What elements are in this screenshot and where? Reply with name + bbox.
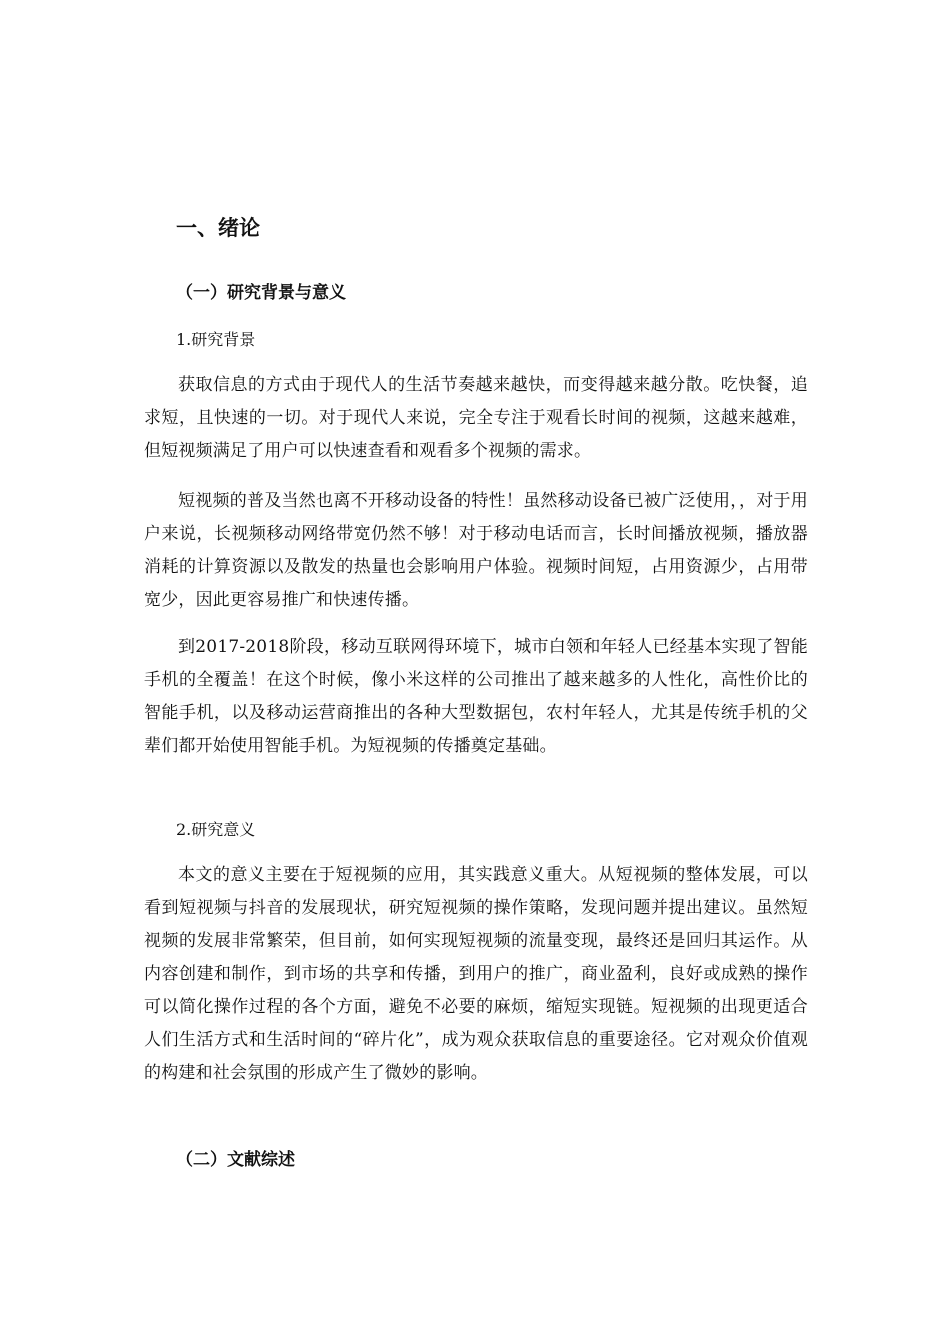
paragraph: 到2017-2018阶段，移动互联网得环境下，城市白领和年轻人已经基本实现了智能手机的全覆盖！在这个时候，像小米这样的公司推出了越来越多的人性化，高性价比的智能手机，以及移动运营商推出的各种大型数据包，农村年轻人，尤其是传统手机的父辈们都开始使用智能手机。为短视频的传播奠定基础。 bbox=[144, 637, 808, 756]
section-heading-2: （二）文献综述 bbox=[176, 1150, 295, 1170]
paragraph: 本文的意义主要在于短视频的应用，其实践意义重大。从短视频的整体发展，可以看到短视频与抖音的发展现状，研究短视频的操作策略，发现问题并提出建议。虽然短视频的发展非常繁荣，但目前，如何实现短视频的流量变现，最终还是回归其运作。从内容创建和制作，到市场的共享和传播，到用户的推广，商业盈利，良好或成熟的操作可以简化操作过程的各个方面，避免不必要的麻烦，缩短实现链。短视频的出现更适合人们生活方式和生活时间的“碎片化”，成为观众获取信息的重要途径。它对观众价值观的构建和社会氛围的形成产生了微妙的影响。 bbox=[144, 865, 808, 1083]
paragraph: 获取信息的方式由于现代人的生活节奏越来越快，而变得越来越分散。吃快餐，追求短，且快速的一切。对于现代人来说，完全专注于观看长时间的视频，这越来越难，但短视频满足了用户可以快速查看和观看多个视频的需求。 bbox=[144, 375, 808, 461]
subsection-heading-background: 1.研究背景 bbox=[176, 330, 256, 349]
subsection-heading-significance: 2.研究意义 bbox=[176, 820, 256, 839]
chapter-heading: 一、绪论 bbox=[176, 216, 260, 240]
section-heading-1: （一）研究背景与意义 bbox=[176, 283, 346, 303]
paragraph: 短视频的普及当然也离不开移动设备的特性！虽然移动设备已被广泛使用，，对于用户来说，长视频移动网络带宽仍然不够！对于移动电话而言，长时间播放视频，播放器消耗的计算资源以及散发的热量也会影响用户体验。视频时间短，占用资源少，占用带宽少，因此更容易推广和快速传播。 bbox=[144, 491, 808, 610]
